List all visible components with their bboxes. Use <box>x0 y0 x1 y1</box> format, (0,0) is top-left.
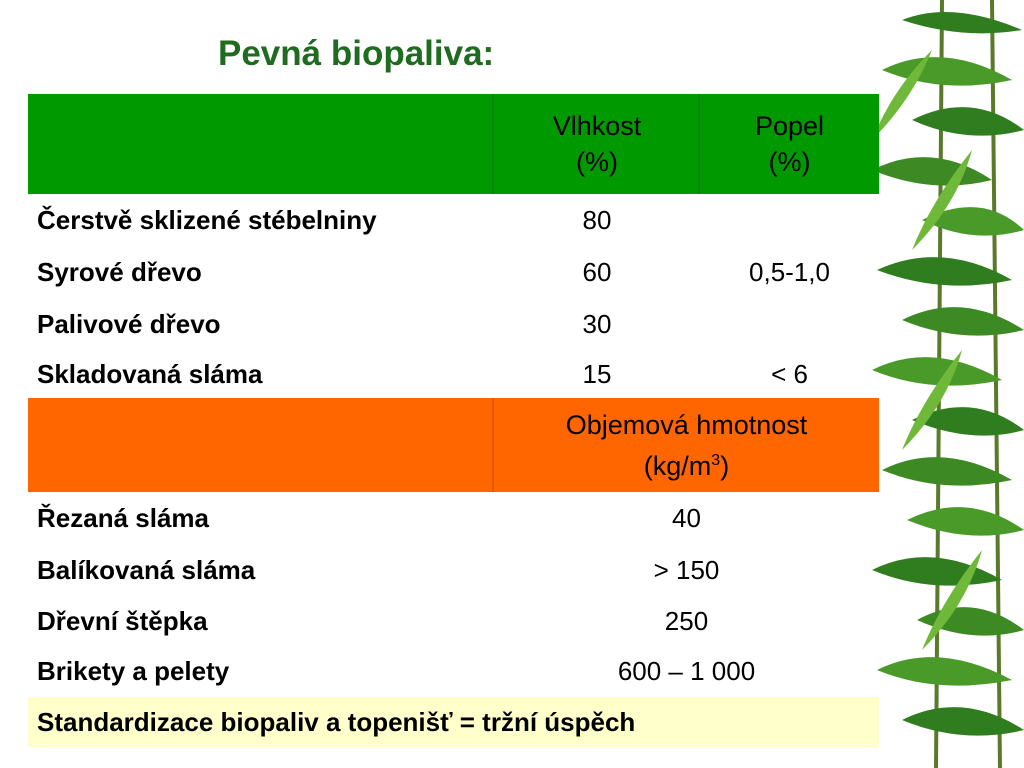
density-unit-suffix: ) <box>720 450 730 481</box>
row-label: Skladovaná sláma <box>37 358 263 389</box>
row-label: Syrové dřevo <box>37 256 202 287</box>
row-label: Palivové dřevo <box>37 308 221 339</box>
ash-value-wood: 0,5-1,0 <box>749 256 830 287</box>
density-header-line1: Objemová hmotnost <box>565 409 808 440</box>
table-row <box>28 596 879 646</box>
moisture-header-line2: (%) <box>576 147 618 177</box>
density-unit-exponent: 3 <box>711 451 721 469</box>
density-header-row <box>28 398 879 492</box>
moisture-value: 60 <box>582 256 612 287</box>
header-divider <box>698 94 700 194</box>
ash-header-line2: (%) <box>768 147 811 177</box>
moisture-column-header <box>494 94 700 194</box>
density-unit-prefix: (kg/m <box>643 450 712 481</box>
bamboo-leaves-decoration <box>872 0 1024 768</box>
moisture-value: 80 <box>582 204 612 235</box>
density-column-header <box>494 398 879 492</box>
density-value: > 150 <box>653 554 720 585</box>
density-value: 250 <box>664 605 709 636</box>
ash-column-header <box>700 94 879 194</box>
row-label: Dřevní štěpka <box>37 605 208 636</box>
table-row <box>28 246 879 298</box>
density-header-unit <box>644 443 729 484</box>
row-label: Balíkovaná sláma <box>37 554 256 585</box>
page-title: Pevná biopaliva: <box>218 34 495 73</box>
moisture-value: 15 <box>582 358 612 389</box>
density-value: 600 – 1 000 <box>617 656 756 686</box>
density-value: 40 <box>672 502 701 533</box>
ash-header-line1: Popel <box>754 111 825 141</box>
row-label: Brikety a pelety <box>37 656 230 686</box>
table-row <box>28 646 879 697</box>
table-row <box>28 492 879 544</box>
table-row <box>28 350 879 398</box>
row-label: Čerstvě sklizené stébelniny <box>37 204 377 235</box>
table-row <box>28 544 879 596</box>
header-divider <box>492 398 494 492</box>
table-row <box>28 194 879 246</box>
moisture-header-line1: Vlhkost <box>552 111 642 141</box>
ash-value-straw: < 6 <box>771 358 808 389</box>
table-row <box>28 298 879 350</box>
footer-banner: Standardizace biopaliv a topenišť = tržní úspěch <box>28 697 879 747</box>
header-divider <box>492 94 494 194</box>
moisture-value: 30 <box>582 308 612 339</box>
moisture-header-row <box>28 94 879 194</box>
row-label: Řezaná sláma <box>37 502 209 533</box>
